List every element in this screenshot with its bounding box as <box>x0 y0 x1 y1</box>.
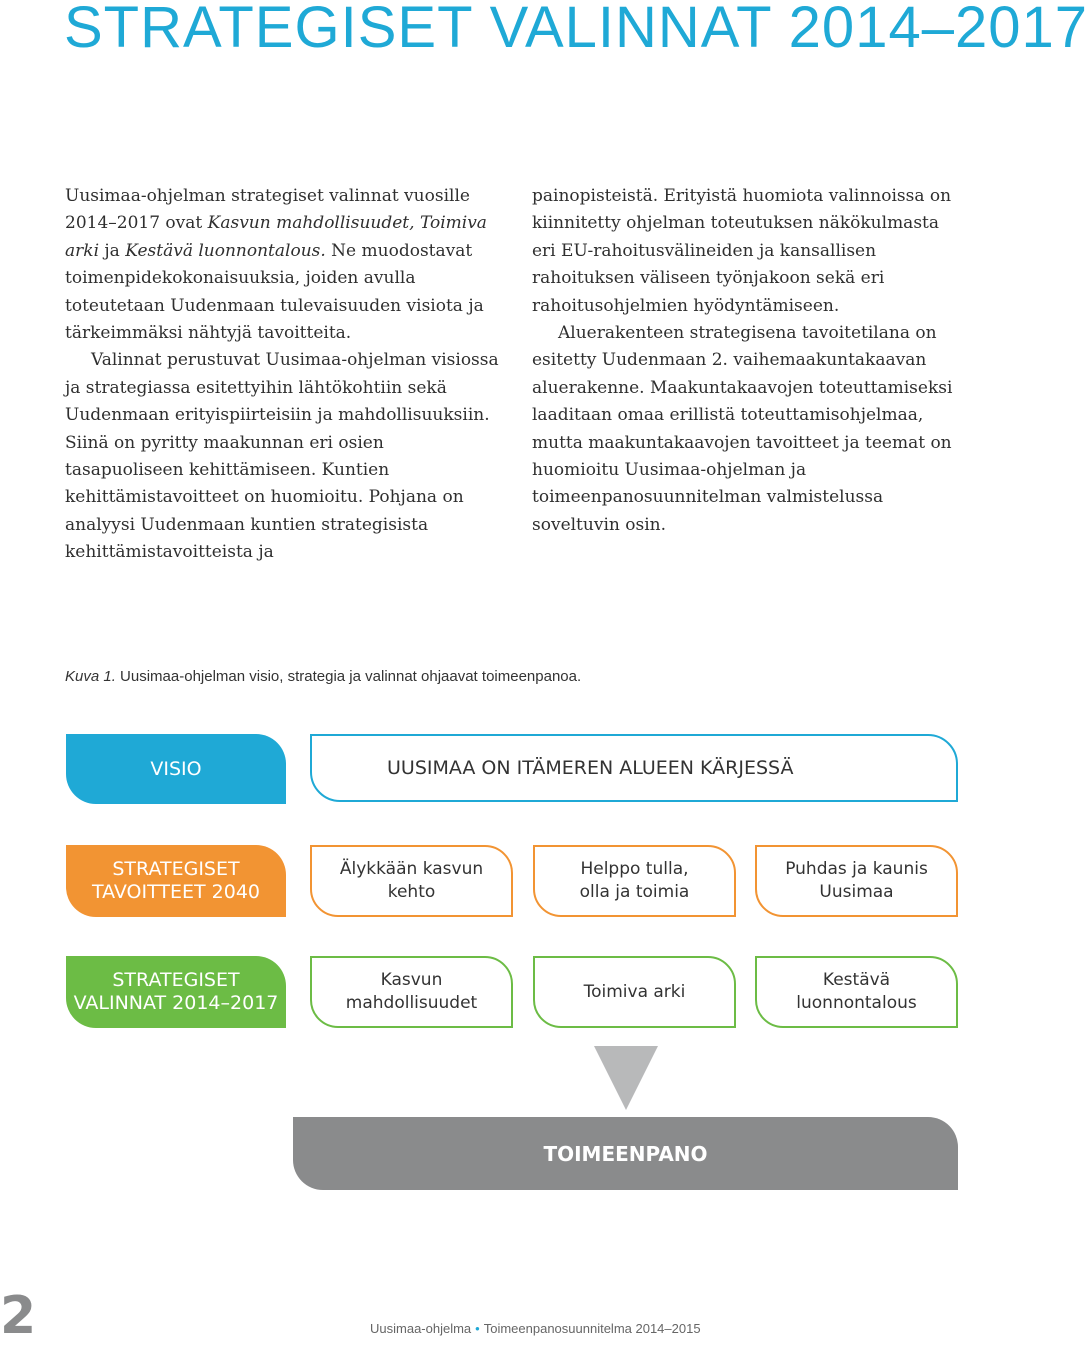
strategic-choices-label <box>74 969 279 1015</box>
goal-box-clean-beautiful <box>755 845 958 917</box>
box-line: Toimiva arki <box>583 981 686 1002</box>
right-paragraph-2: Aluerakenteen strategisena tavoitetilana on esitetty Uudenmaan 2. vaihemaakuntakaavan aluerakenne. Maakuntakaavojen toteuttamiseksi laaditaan omaa erillistä toteuttamisohjelmaa, mutta maakuntakaavojen tavoitteet ja teemat on huomioitu Uusimaa-ohjelman ja toimeenpanosuunnitelman valmistelussa soveltuvin osin. <box>532 323 953 535</box>
down-arrow-icon <box>594 1046 658 1110</box>
caption-text: Uusimaa-ohjelman visio, strategia ja valinnat ohjaavat toimeenpanoa. <box>115 668 582 685</box>
implementation-box: TOIMEENPANO <box>293 1117 958 1190</box>
left-paragraph-2: Valinnat perustuvat Uusimaa-ohjelman visiossa ja strategiassa esitettyihin lähtökohtiin sekä Uudenmaan erityispiirteisiin ja mahdollisuuksiin. Siinä on pyritty maakunnan eri osien tasapuoliseen kehittämiseen. Kuntien kehittämistavoitteet on huomioitu. Pohjana on analyysi Uudenmaan kuntien strategisista kehittämistavoitteista ja <box>65 350 499 563</box>
label-line: STRATEGISET <box>112 969 240 991</box>
box-line: Kasvun <box>380 970 443 990</box>
right-text-column <box>532 183 960 539</box>
figure-caption <box>65 668 581 685</box>
goal-box-easy-to-come <box>533 845 736 917</box>
box-line: Kestävä <box>822 970 891 990</box>
footer <box>370 1321 701 1336</box>
box-line: mahdollisuudet <box>345 993 478 1013</box>
caption-label: Kuva 1. <box>65 668 116 685</box>
left-text-column <box>65 183 505 567</box>
bullet-icon: • <box>475 1321 480 1336</box>
visio-statement-box: UUSIMAA ON ITÄMEREN ALUEEN KÄRJESSÄ <box>310 734 958 802</box>
choice-box-sustainable-economy <box>755 956 958 1028</box>
text-span: Uusimaa-ohjelman strategiset valinnat vuosille 2014–2017 ovat <box>65 186 470 234</box>
down-arrow-shape <box>594 1046 658 1110</box>
box-line: Älykkään kasvun <box>339 859 484 879</box>
right-paragraph-1: painopisteistä. Erityistä huomiota valinnoissa on kiinnitetty ohjelman toteutuksen näkökulmasta eri EU-rahoitusvälineiden ja kansallisen rahoituksen väliseen työnjakoon sekä eri rahoitusohjelmien hyödyntämiseen. <box>532 186 952 316</box>
footer-document: Toimeenpanosuunnitelma 2014–2015 <box>483 1321 701 1336</box>
label-line: VALINNAT 2014–2017 <box>73 992 279 1014</box>
box-line: Puhdas ja kaunis <box>785 859 928 879</box>
italic-term: Kasvun mahdollisuudet, Toimiva arki <box>65 213 487 261</box>
text-span: ja <box>99 240 126 261</box>
box-line: olla ja toimia <box>579 882 690 902</box>
text-span: Ne muodostavat toimenpidekokonaisuuksia, joiden avulla toteutetaan Uudenmaan tulevaisuuden visiota ja tärkeimmäksi nähtyjä tavoitteita. <box>65 240 484 344</box>
box-line: kehto <box>387 882 436 902</box>
italic-term: Kestävä luonnontalous. <box>125 240 326 261</box>
choice-box-functional-everyday <box>533 956 736 1028</box>
visio-label-box: VISIO <box>66 734 286 804</box>
goal-box-smart-growth <box>310 845 513 917</box>
box-line: Uusimaa <box>819 882 894 902</box>
label-line: STRATEGISET <box>112 858 240 880</box>
label-line: TAVOITTEET 2040 <box>91 881 261 903</box>
strategic-choices-label-box <box>66 956 286 1028</box>
left-paragraph-1 <box>65 183 505 347</box>
choice-box-growth-opportunities <box>310 956 513 1028</box>
box-line: Helppo tulla, <box>580 859 689 879</box>
page-title: STRATEGISET VALINNAT 2014–2017 <box>64 0 1088 60</box>
strategic-goals-label-box <box>66 845 286 917</box>
strategic-goals-label <box>92 858 260 904</box>
page-number: 2 <box>0 1286 37 1346</box>
footer-publication: Uusimaa-ohjelma <box>370 1321 472 1336</box>
box-line: luonnontalous <box>796 993 917 1013</box>
